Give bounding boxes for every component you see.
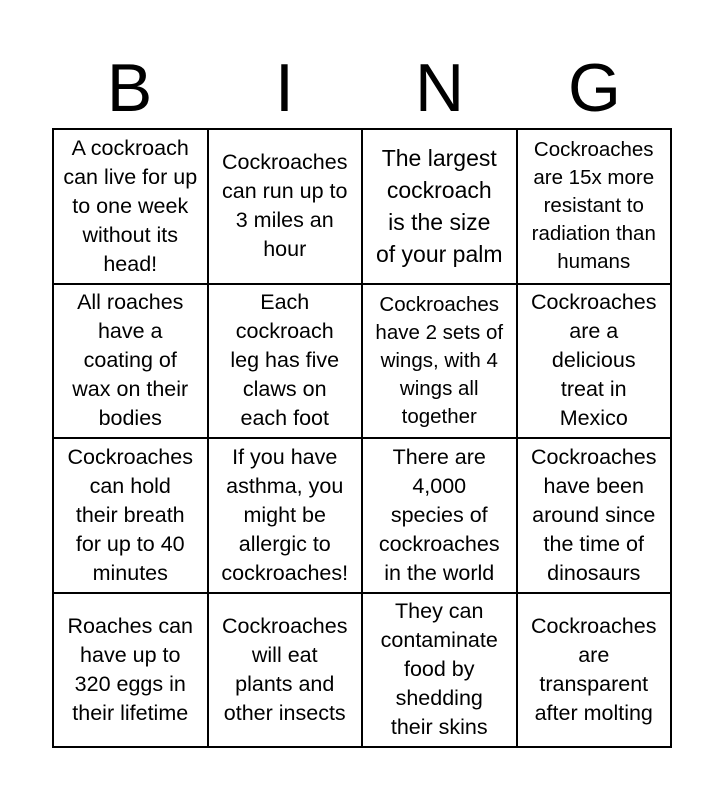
bingo-cell-1-4[interactable] bbox=[517, 129, 672, 284]
cell-text: Cockroaches can hold their breath for up to 40 minutes bbox=[67, 444, 193, 585]
bingo-cell-1-1[interactable] bbox=[53, 129, 208, 284]
cell-text: Cockroaches have 2 sets of wings, with 4 wings all together bbox=[375, 292, 504, 428]
bingo-cell-4-4[interactable] bbox=[517, 593, 672, 748]
cell-text: All roaches have a coating of wax on their bodies bbox=[72, 290, 189, 431]
cell-text: Cockroaches are transparent after molting bbox=[531, 613, 657, 725]
bingo-cell-4-1[interactable] bbox=[53, 593, 208, 748]
cell-text: A cockroach can live for up to one week without its head! bbox=[63, 135, 198, 276]
bingo-cell-3-1[interactable] bbox=[53, 438, 208, 593]
bingo-cell-2-4[interactable] bbox=[517, 284, 672, 439]
header-letter-i: I bbox=[275, 50, 294, 126]
bingo-cell-2-3[interactable] bbox=[362, 284, 517, 439]
bingo-cell-3-2[interactable] bbox=[208, 438, 363, 593]
bingo-header bbox=[52, 52, 672, 124]
cell-text: Cockroaches will eat plants and other insects bbox=[222, 613, 348, 725]
header-letter-b: B bbox=[106, 50, 153, 126]
cell-text: The largest cockroach is the size of your palm bbox=[375, 145, 503, 268]
bingo-cell-3-4[interactable] bbox=[517, 438, 672, 593]
cell-text: Each cockroach leg has five claws on each foot bbox=[230, 290, 340, 431]
bingo-board bbox=[52, 128, 672, 748]
bingo-cell-2-1[interactable] bbox=[53, 284, 208, 439]
bingo-cell-3-3[interactable] bbox=[362, 438, 517, 593]
bingo-cell-4-2[interactable] bbox=[208, 593, 363, 748]
bingo-cell-2-2[interactable] bbox=[208, 284, 363, 439]
header-letter-g: G bbox=[568, 50, 621, 126]
cell-text: There are 4,000 species of cockroaches in the world bbox=[378, 444, 500, 585]
cell-text: Cockroaches are 15x more resistant to radiation than humans bbox=[531, 138, 656, 274]
bingo-cell-4-3[interactable] bbox=[362, 593, 517, 748]
cell-text: Cockroaches have been around since the time of dinosaurs bbox=[531, 444, 657, 585]
bingo-cell-1-3[interactable] bbox=[362, 129, 517, 284]
cell-text: If you have asthma, you might be allergic to cockroaches! bbox=[221, 444, 349, 585]
header-letter-n: N bbox=[414, 50, 465, 126]
bingo-cell-1-2[interactable] bbox=[208, 129, 363, 284]
cell-text: Cockroaches can run up to 3 miles an hour bbox=[221, 150, 348, 262]
cell-text: Cockroaches are a delicious treat in Mexico bbox=[531, 290, 657, 431]
cell-text: Roaches can have up to 320 eggs in their lifetime bbox=[67, 613, 193, 725]
cell-text: They can contaminate food by shedding their skins bbox=[380, 599, 498, 740]
